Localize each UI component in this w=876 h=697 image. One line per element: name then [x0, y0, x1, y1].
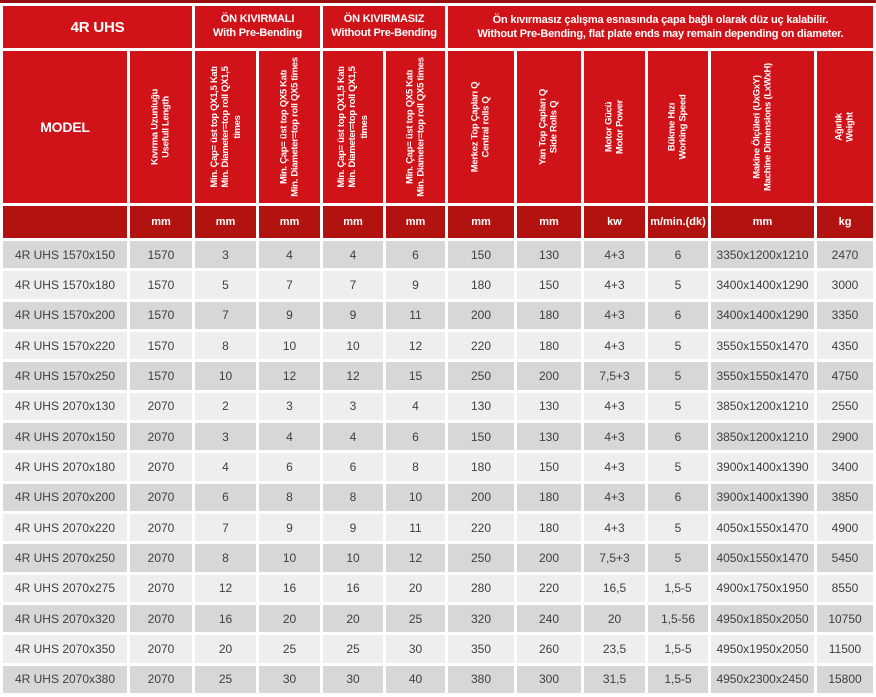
table-cell: 9	[323, 302, 383, 329]
table-cell: 130	[517, 241, 581, 268]
table-cell: 4+3	[584, 423, 645, 450]
column-header-label-tr: Makine Ölçüleri (UxGxY)	[751, 75, 763, 179]
unit-cell-2: mm	[195, 206, 256, 238]
table-cell: 180	[517, 514, 581, 541]
table-cell: 5	[648, 393, 708, 420]
table-cell: 3350	[817, 302, 873, 329]
table-cell: 130	[517, 423, 581, 450]
column-header-10	[711, 51, 814, 203]
column-header-label-en: Central rolls Q	[481, 96, 492, 158]
table-cell: 8	[195, 544, 256, 571]
column-header-label-en: Machine Dimensions (LxWxH)	[762, 63, 774, 191]
table-cell: 3350x1200x1210	[711, 241, 814, 268]
table-cell: 3550x1550x1470	[711, 362, 814, 389]
table-cell: 250	[448, 544, 514, 571]
table-cell: 9	[259, 302, 320, 329]
table-cell: 6	[648, 484, 708, 511]
column-header-text	[751, 54, 774, 200]
table-cell: 4+3	[584, 393, 645, 420]
table-cell: 1,5-56	[648, 605, 708, 632]
table-cell: 11	[386, 514, 445, 541]
column-header-text	[150, 54, 173, 200]
model-cell: 4R UHS 2070x200	[3, 484, 127, 511]
table-cell: 4050x1550x1470	[711, 544, 814, 571]
group-header-pre-bending	[195, 6, 320, 48]
table-cell: 4900	[817, 514, 873, 541]
unit-cell-5: mm	[386, 206, 445, 238]
column-header-label-tr: Motor Gücü	[603, 101, 615, 153]
table-cell: 320	[448, 605, 514, 632]
table-cell: 3400x1400x1290	[711, 302, 814, 329]
column-header-label-tr: Kıvırma Uzunluğu	[149, 89, 161, 165]
table-cell: 3400	[817, 453, 873, 480]
model-cell: 4R UHS 2070x130	[3, 393, 127, 420]
table-cell: 2070	[130, 514, 192, 541]
group-header-without-pre-bending	[323, 6, 445, 48]
table-cell: 5	[648, 453, 708, 480]
column-header-text	[603, 54, 626, 200]
table-cell: 4050x1550x1470	[711, 514, 814, 541]
unit-cell-8: kw	[584, 206, 645, 238]
column-header-1	[130, 51, 192, 203]
table-cell: 4350	[817, 332, 873, 359]
table-cell: 200	[517, 362, 581, 389]
unit-cell-3: mm	[259, 206, 320, 238]
table-cell: 7,5+3	[584, 362, 645, 389]
table-cell: 1570	[130, 241, 192, 268]
column-header-6	[448, 51, 514, 203]
table-cell: 2070	[130, 484, 192, 511]
table-cell: 150	[448, 423, 514, 450]
table-cell: 3850x1200x1210	[711, 393, 814, 420]
column-header-label-en: Side Rolls Q	[549, 100, 560, 154]
column-header-2	[195, 51, 256, 203]
table-cell: 12	[323, 362, 383, 389]
table-cell: 3400x1400x1290	[711, 271, 814, 298]
column-header-8	[584, 51, 645, 203]
column-header-text	[404, 54, 427, 200]
table-cell: 10	[259, 332, 320, 359]
model-cell: 4R UHS 1570x250	[3, 362, 127, 389]
column-header-label-tr: Min. Çap= üst top QX5 Katı	[404, 70, 416, 184]
table-cell: 4+3	[584, 453, 645, 480]
table-cell: 2070	[130, 666, 192, 693]
table-cell: 8	[259, 484, 320, 511]
column-header-label-en: Min. Diameter=top roll QX5 times	[415, 57, 427, 197]
table-cell: 12	[386, 332, 445, 359]
table-cell: 4+3	[584, 241, 645, 268]
column-header-label-en: Motor Power	[614, 99, 626, 155]
model-cell: 4R UHS 1570x180	[3, 271, 127, 298]
table-cell: 20	[584, 605, 645, 632]
table-cell: 4950x1950x2050	[711, 635, 814, 662]
model-cell: 4R UHS 2070x380	[3, 666, 127, 693]
table-cell: 4+3	[584, 514, 645, 541]
table-cell: 5	[648, 362, 708, 389]
model-cell: 4R UHS 2070x350	[3, 635, 127, 662]
column-header-text	[667, 54, 690, 200]
table-cell: 5	[648, 514, 708, 541]
table-cell: 3850x1200x1210	[711, 423, 814, 450]
table-cell: 350	[448, 635, 514, 662]
table-cell: 9	[259, 514, 320, 541]
table-cell: 4	[386, 393, 445, 420]
table-cell: 3	[195, 241, 256, 268]
table-cell: 4	[259, 241, 320, 268]
table-cell: 6	[259, 453, 320, 480]
table-cell: 6	[386, 241, 445, 268]
table-cell: 7	[259, 271, 320, 298]
table-cell: 1570	[130, 271, 192, 298]
model-cell: 4R UHS 1570x200	[3, 302, 127, 329]
table-cell: 10	[386, 484, 445, 511]
table-cell: 25	[259, 635, 320, 662]
unit-cell-6: mm	[448, 206, 514, 238]
table-cell: 16	[195, 605, 256, 632]
table-cell: 20	[323, 605, 383, 632]
group-pre-bending-title-tr: ÖN KIVIRMALI	[220, 13, 295, 26]
table-cell: 10	[259, 544, 320, 571]
column-header-11	[817, 51, 873, 203]
table-cell: 12	[259, 362, 320, 389]
table-cell: 15800	[817, 666, 873, 693]
table-cell: 1570	[130, 362, 192, 389]
table-cell: 30	[386, 635, 445, 662]
column-header-text	[336, 54, 370, 200]
table-cell: 40	[386, 666, 445, 693]
table-cell: 240	[517, 605, 581, 632]
note-text-en: Without Pre-Bending, flat plate ends may remain depending on diameter.	[477, 28, 844, 40]
table-cell: 300	[517, 666, 581, 693]
table-cell: 16	[259, 575, 320, 602]
table-cell: 10	[323, 544, 383, 571]
table-cell: 5	[648, 332, 708, 359]
table-cell: 180	[517, 484, 581, 511]
table-cell: 2070	[130, 423, 192, 450]
table-cell: 23,5	[584, 635, 645, 662]
table-cell: 180	[448, 453, 514, 480]
table-cell: 2070	[130, 605, 192, 632]
column-header-label-tr: Merkez Top Çapları Q	[469, 81, 481, 173]
table-cell: 280	[448, 575, 514, 602]
model-cell: 4R UHS 1570x220	[3, 332, 127, 359]
group-without-pre-bending-title-tr: ÖN KIVIRMASIZ	[343, 13, 425, 26]
table-cell: 3850	[817, 484, 873, 511]
table-cell: 6	[386, 423, 445, 450]
column-header-text	[538, 54, 561, 200]
table-cell: 200	[448, 302, 514, 329]
table-cell: 180	[517, 332, 581, 359]
table-cell: 11500	[817, 635, 873, 662]
model-cell: 4R UHS 2070x150	[3, 423, 127, 450]
table-cell: 12	[386, 544, 445, 571]
table-cell: 150	[448, 241, 514, 268]
table-cell: 7	[323, 271, 383, 298]
table-cell: 10750	[817, 605, 873, 632]
table-cell: 8550	[817, 575, 873, 602]
table-cell: 380	[448, 666, 514, 693]
table-cell: 8	[323, 484, 383, 511]
table-cell: 2550	[817, 393, 873, 420]
table-cell: 6	[648, 302, 708, 329]
column-header-text	[834, 54, 857, 200]
table-cell: 31,5	[584, 666, 645, 693]
table-cell: 5	[648, 544, 708, 571]
column-header-4	[323, 51, 383, 203]
table-cell: 180	[448, 271, 514, 298]
table-cell: 200	[448, 484, 514, 511]
table-cell: 4+3	[584, 484, 645, 511]
table-cell: 3	[195, 423, 256, 450]
table-cell: 1570	[130, 302, 192, 329]
table-cell: 130	[448, 393, 514, 420]
table-cell: 1,5-5	[648, 575, 708, 602]
model-cell: 4R UHS 2070x250	[3, 544, 127, 571]
unit-cell-4: mm	[323, 206, 383, 238]
table-cell: 4	[323, 241, 383, 268]
group-without-pre-bending-title-en: Without Pre-Bending	[331, 27, 437, 39]
unit-cell-1: mm	[130, 206, 192, 238]
table-cell: 4950x2300x2450	[711, 666, 814, 693]
table-cell: 4	[323, 423, 383, 450]
column-header-7	[517, 51, 581, 203]
table-cell: 4750	[817, 362, 873, 389]
unit-cell-7: mm	[517, 206, 581, 238]
table-cell: 150	[517, 271, 581, 298]
table-cell: 2070	[130, 575, 192, 602]
table-cell: 150	[517, 453, 581, 480]
column-header-text	[278, 54, 301, 200]
table-cell: 130	[517, 393, 581, 420]
table-cell: 8	[195, 332, 256, 359]
table-cell: 5	[195, 271, 256, 298]
unit-cell-11: kg	[817, 206, 873, 238]
column-header-text	[470, 54, 493, 200]
table-cell: 12	[195, 575, 256, 602]
column-header-label-tr: Yan Top Çapları Q	[537, 88, 549, 166]
table-cell: 30	[323, 666, 383, 693]
table-cell: 4	[259, 423, 320, 450]
note-text-tr: Ön kıvırmasız çalışma esnasında çapa bağlı olarak düz uç kalabilir.	[492, 13, 829, 26]
column-header-5	[386, 51, 445, 203]
table-cell: 20	[195, 635, 256, 662]
table-cell: 5450	[817, 544, 873, 571]
table-cell: 3000	[817, 271, 873, 298]
table-cell: 250	[448, 362, 514, 389]
table-cell: 20	[386, 575, 445, 602]
table-cell: 9	[323, 514, 383, 541]
table-cell: 4950x1850x2050	[711, 605, 814, 632]
table-cell: 30	[259, 666, 320, 693]
table-cell: 16,5	[584, 575, 645, 602]
column-header-text	[208, 54, 242, 200]
table-cell: 2070	[130, 544, 192, 571]
table-cell: 25	[323, 635, 383, 662]
table-cell: 2070	[130, 453, 192, 480]
model-cell: 4R UHS 2070x180	[3, 453, 127, 480]
note-header	[448, 6, 873, 48]
table-cell: 260	[517, 635, 581, 662]
table-cell: 200	[517, 544, 581, 571]
table-cell: 6	[648, 423, 708, 450]
column-header-label-tr: Min. Çap= üst top QX1,5 Katı	[208, 66, 220, 188]
table-cell: 7	[195, 302, 256, 329]
table-cell: 3900x1400x1390	[711, 453, 814, 480]
table-cell: 16	[323, 575, 383, 602]
column-header-label-en: Min. Diameter=top roll QX5 times	[289, 57, 301, 197]
table-cell: 2470	[817, 241, 873, 268]
table-cell: 9	[386, 271, 445, 298]
column-header-label-en: Min. Diameter=top roll QX1,5 times	[219, 66, 243, 188]
table-cell: 7	[195, 514, 256, 541]
table-cell: 25	[195, 666, 256, 693]
table-cell: 4900x1750x1950	[711, 575, 814, 602]
table-cell: 10	[323, 332, 383, 359]
table-cell: 2900	[817, 423, 873, 450]
table-cell: 2	[195, 393, 256, 420]
brand-header: 4R UHS	[3, 6, 192, 48]
table-cell: 4+3	[584, 271, 645, 298]
table-cell: 2070	[130, 635, 192, 662]
table-cell: 3900x1400x1390	[711, 484, 814, 511]
table-cell: 220	[448, 514, 514, 541]
table-cell: 1,5-5	[648, 635, 708, 662]
table-cell: 1,5-5	[648, 666, 708, 693]
model-column-header: MODEL	[3, 51, 127, 203]
table-cell: 3	[323, 393, 383, 420]
column-header-9	[648, 51, 708, 203]
column-header-label-en: Usefull Length	[161, 96, 172, 158]
table-cell: 6	[323, 453, 383, 480]
table-cell: 220	[517, 575, 581, 602]
column-header-label-en: Weight	[845, 112, 856, 142]
table-cell: 10	[195, 362, 256, 389]
table-cell: 3550x1550x1470	[711, 332, 814, 359]
column-header-label-en: Min. Diameter=top roll QX1,5 times	[347, 66, 370, 188]
column-header-3	[259, 51, 320, 203]
table-cell: 20	[259, 605, 320, 632]
table-cell: 220	[448, 332, 514, 359]
table-cell: 11	[386, 302, 445, 329]
table-cell: 8	[386, 453, 445, 480]
group-pre-bending-title-en: With Pre-Bending	[213, 27, 302, 39]
model-cell: 4R UHS 2070x275	[3, 575, 127, 602]
table-cell: 25	[386, 605, 445, 632]
column-header-label-tr: Min. Çap= üst top QX5 Katı	[278, 70, 290, 184]
unit-cell-blank	[3, 206, 127, 238]
table-cell: 180	[517, 302, 581, 329]
column-header-label-tr: Ağırlık	[833, 113, 845, 141]
model-cell: 4R UHS 1570x150	[3, 241, 127, 268]
table-cell: 6	[648, 241, 708, 268]
unit-cell-9: m/min.(dk)	[648, 206, 708, 238]
table-cell: 4	[195, 453, 256, 480]
table-cell: 3	[259, 393, 320, 420]
table-cell: 15	[386, 362, 445, 389]
table-cell: 5	[648, 271, 708, 298]
table-cell: 7,5+3	[584, 544, 645, 571]
table-cell: 1570	[130, 332, 192, 359]
column-header-label-tr: Bükme Hızı	[666, 102, 678, 152]
table-cell: 4+3	[584, 332, 645, 359]
column-header-label-tr: Min. Çap= üst top QX1,5 Katı	[335, 66, 347, 188]
unit-cell-10: mm	[711, 206, 814, 238]
column-header-label-en: Working Speed	[678, 94, 689, 160]
model-cell: 4R UHS 2070x320	[3, 605, 127, 632]
model-cell: 4R UHS 2070x220	[3, 514, 127, 541]
table-cell: 2070	[130, 393, 192, 420]
table-cell: 4+3	[584, 302, 645, 329]
table-cell: 6	[195, 484, 256, 511]
